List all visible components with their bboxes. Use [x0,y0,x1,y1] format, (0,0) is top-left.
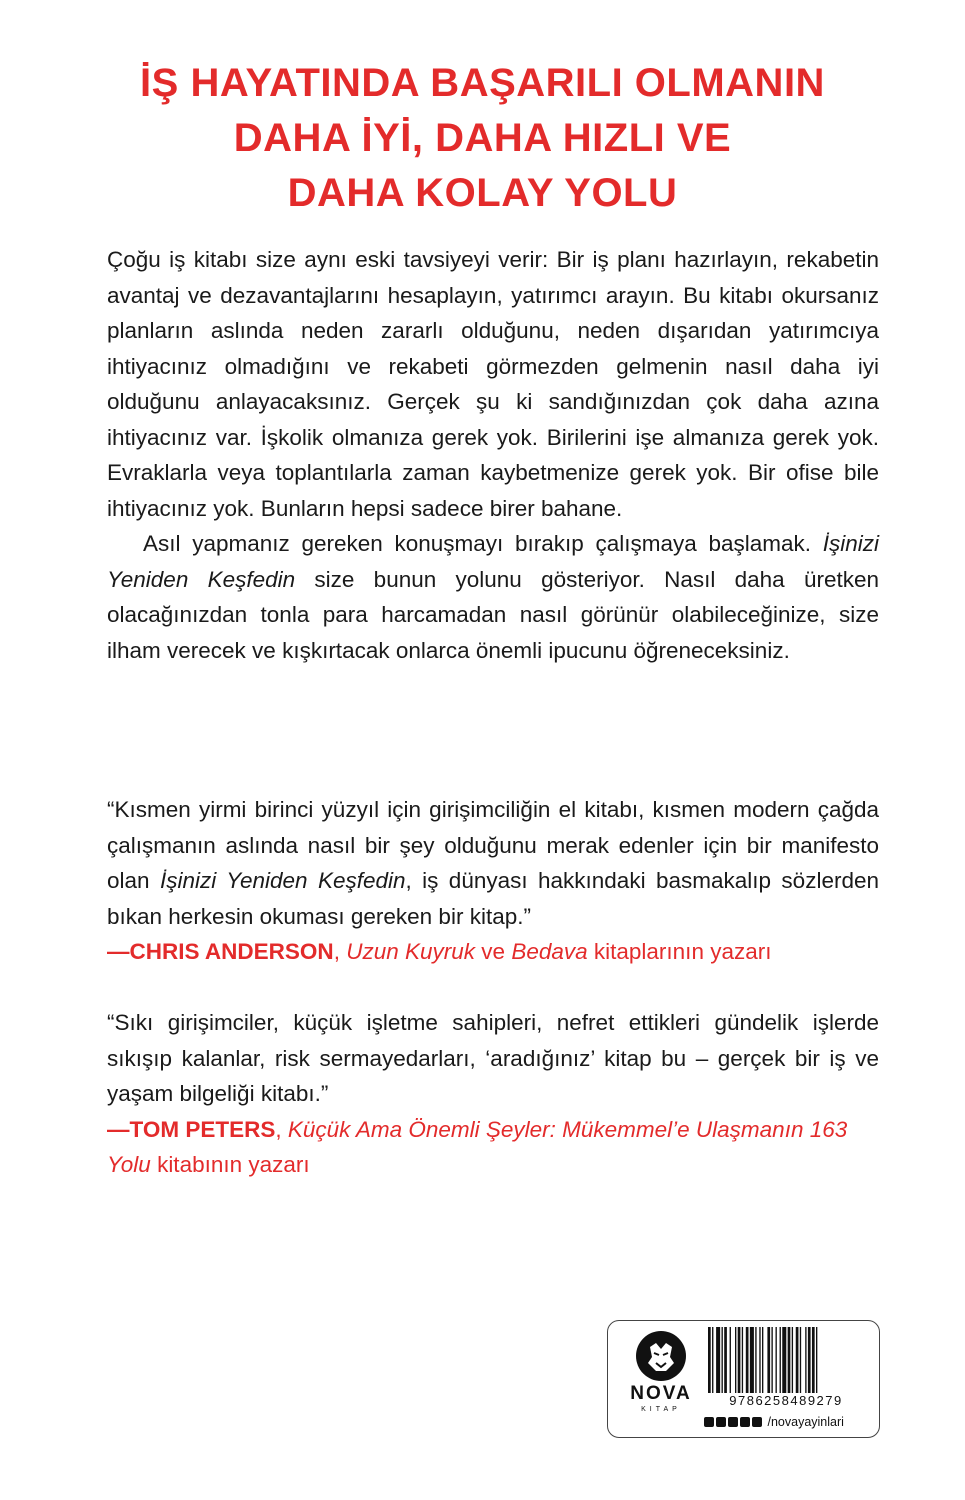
quote-1-author: —CHRIS ANDERSON [107,939,334,964]
barcode-bar [782,1327,786,1393]
barcode [706,1327,866,1393]
headline [0,56,965,221]
barcode-bar [762,1327,763,1393]
isbn-number: 9786258489279 [729,1393,843,1408]
barcode-bar [722,1327,723,1393]
headline-line-3: DAHA KOLAY YOLU [287,171,678,215]
quote-tom-peters [107,1005,879,1183]
quote-2-author: —TOM PETERS [107,1116,276,1142]
barcode-bar [771,1327,772,1393]
headline-line-1: İŞ HAYATINDA BAŞARILI OLMANIN [140,61,825,105]
barcode-bar [716,1327,720,1393]
barcode-bar [812,1327,815,1393]
quote-chris-anderson [107,792,879,970]
paragraph-2-end: size bunun yolunu gösteriyor. Nasıl daha üretken olacağınızdan tonla para harcamadan nasıl görünür olabileceğinize, size ilham verecek ve kışkırtacak onlarca önemli ipucunu öğreneceksiniz. [107,566,879,663]
quote-1-attribution: —CHRIS ANDERSON, Uzun Kuyruk ve Bedava kitaplarının yazarı [107,939,772,964]
quote-2-text: “Sıkı girişimciler, küçük işletme sahipleri, nefret ettikleri gündelik işlerde sıkışıp kalanlar, risk sermayedarları, ‘aradığınız’ kitap bu – gerçek bir iş ve yaşam bilgeliği kitabı.” [107,1010,879,1106]
barcode-bar [708,1327,711,1393]
barcode-bar [776,1327,777,1393]
barcode-bar [730,1327,731,1393]
quote-1-text [107,792,879,934]
paragraph-2-start: Asıl yapmanız gereken konuşmayı bırakıp çalışmaya başlamak. [143,531,812,556]
barcode-bar [738,1327,741,1393]
youtube-icon [740,1417,750,1427]
quote-1-book-1: Uzun Kuyruk [346,939,476,964]
barcode-bar [805,1327,806,1393]
publisher-name: NOVA [630,1383,692,1404]
barcode-bar [816,1327,817,1393]
barcode-bar [712,1327,713,1393]
barcode-bar [735,1327,736,1393]
quote-1-start: “Kısmen yirmi birinci yüzyıl için girişimciliğin el kitabı, kısmen modern çağda çalışmanın aslında nasıl bir şey olduğunu merak edenler için bir manifesto olan [107,797,879,893]
quote-1-and: ve [481,939,506,964]
linkedin-icon [752,1417,762,1427]
social-handle: /novayayinlari [767,1415,844,1429]
blurb-paragraph-1: Çoğu iş kitabı size aynı eski tavsiyeyi verir: Bir iş planı hazırlayın, rekabetin avantaj ve dezavantajlarını hesaplayın, yatırımcı arayın. Bu kitabı okursanız planların aslında neden zararlı olduğunu, neden dışarıdan yatırımcıya ihtiyacınız olmadığını ve rekabeti görmezden gelmenin nasıl daha iyi olduğunu anlayacaksınız. Gerçek şu ki sandığınızdan çok daha azına ihtiyacınız var. İşkolik olmanıza gerek yok. Birilerini işe almanıza gerek yok. Evraklarla veya toplantılarla zaman kaybetmenize gerek yok. Bir ofise bile ihtiyacınız yok. Bunların hepsi sadece birer bahane. [107,247,879,521]
facebook-icon [716,1417,726,1427]
quote-1-title: İşinizi Yeniden Keşfedin [159,868,406,893]
barcode-bar [724,1327,727,1393]
book-title: İşinizi Yeniden Keşfedin [107,531,879,592]
barcode-bar [792,1327,793,1393]
publisher-sub: KITAP [641,1406,681,1413]
quote-2-suffix: kitabının yazarı [157,1152,310,1177]
barcode-box [607,1320,880,1438]
tiger-icon [636,1331,686,1381]
barcode-bar [742,1327,743,1393]
quote-2-book: Küçük Ama Önemli Şeyler: Mükemmel’e Ulaşmanın 163 Yolu [107,1116,848,1177]
social-links [704,1415,872,1429]
barcode-bar [796,1327,799,1393]
barcode-bar [750,1327,754,1393]
barcode-bar [759,1327,760,1393]
barcode-bar [808,1327,811,1393]
instagram-icon [704,1417,714,1427]
barcode-bar [755,1327,756,1393]
quote-2-attribution: —TOM PETERS, Küçük Ama Önemli Şeyler: Mükemmel’e Ulaşmanın 163 Yolu kitabının yazarı [107,1116,848,1177]
barcode-bar [746,1327,749,1393]
barcode-bar [767,1327,770,1393]
barcode-bar [780,1327,781,1393]
quote-1-book-2: Bedava [511,939,588,964]
publisher-logo [626,1331,696,1427]
quote-1-suffix: kitaplarının yazarı [593,939,772,964]
quote-1-end: , iş dünyası hakkındaki basmakalıp sözlerden bıkan herkesin okuması gereken bir kitap.” [107,868,879,929]
barcode-bar [800,1327,801,1393]
twitter-icon [728,1417,738,1427]
barcode-bar [788,1327,791,1393]
headline-line-2: DAHA İYİ, DAHA HIZLI VE [233,116,732,160]
blurb-paragraph-2 [107,526,879,668]
blurb [107,242,879,668]
